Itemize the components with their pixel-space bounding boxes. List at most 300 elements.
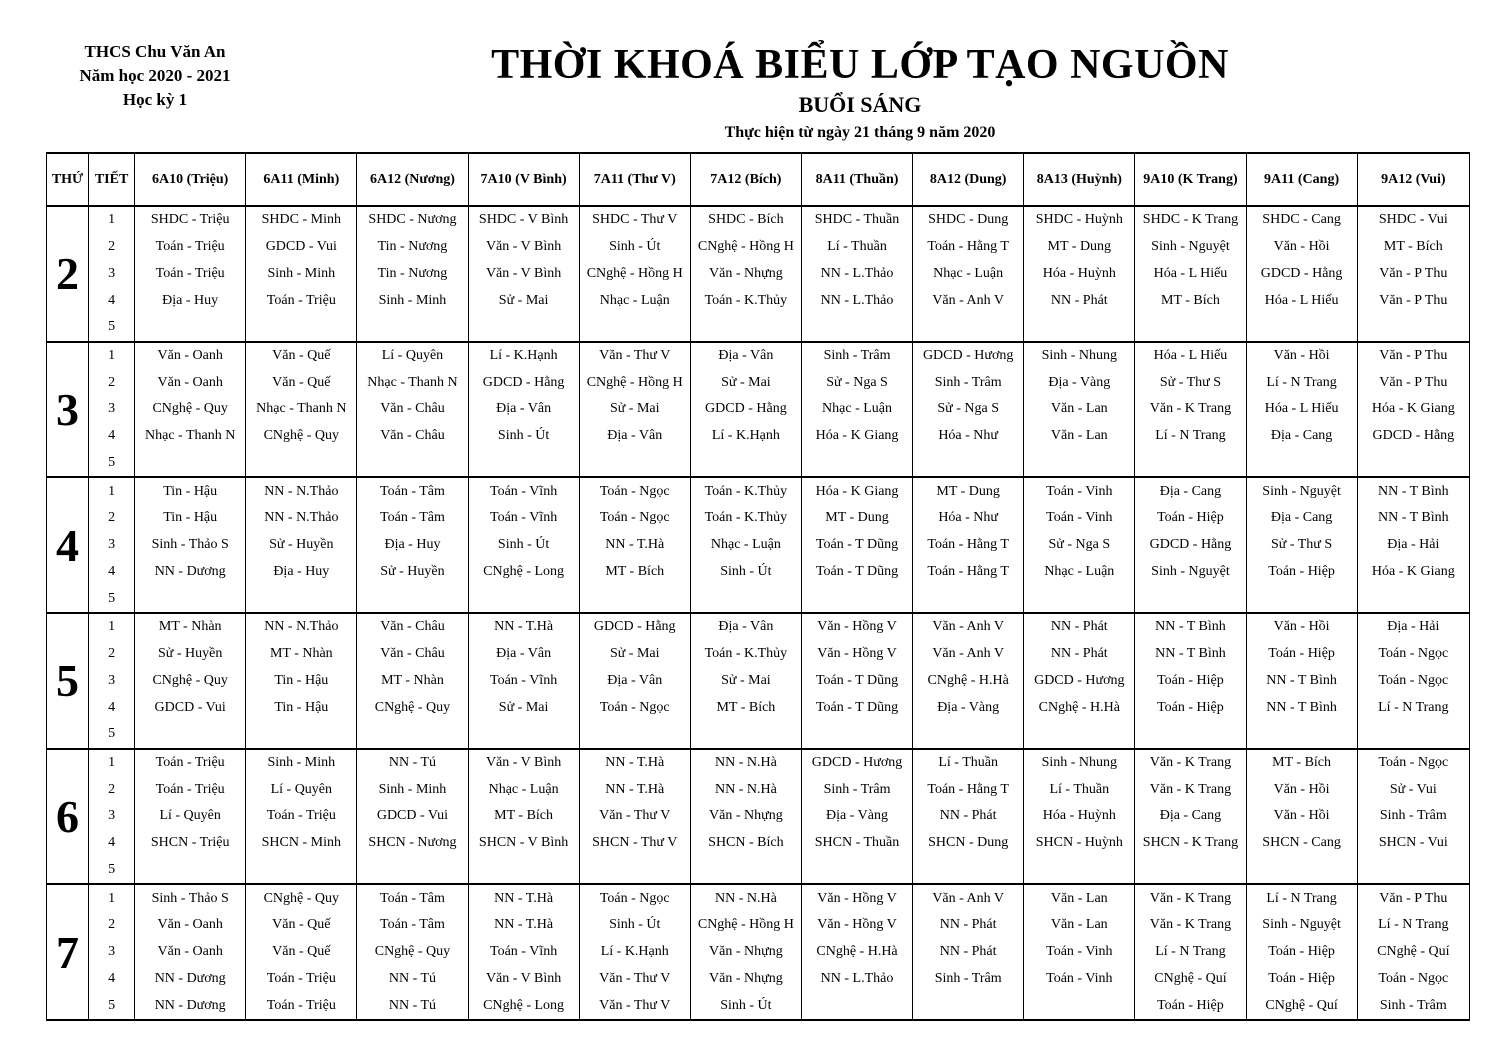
lesson-cell [801, 857, 912, 885]
period-cell: 5 [89, 857, 135, 885]
lesson-cell: Toán - Hằng T [913, 234, 1024, 261]
lesson-cell: NN - T Bình [1135, 613, 1246, 641]
lesson-cell: Sinh - Nguyệt [1246, 912, 1357, 939]
lesson-cell [357, 450, 468, 478]
lesson-cell: Văn - Lan [1024, 912, 1135, 939]
lesson-cell: Văn - Anh V [913, 287, 1024, 314]
lesson-cell: Sử - Huyền [135, 641, 246, 668]
lesson-cell [357, 314, 468, 342]
lesson-cell [1024, 992, 1135, 1020]
lesson-cell: Toán - Vĩnh [468, 939, 579, 966]
period-cell: 1 [89, 206, 135, 234]
lesson-cell: Địa - Vân [690, 342, 801, 370]
lesson-cell: Toán - Ngọc [1357, 749, 1469, 777]
lesson-cell: Văn - Lan [1024, 884, 1135, 912]
period-cell: 3 [89, 260, 135, 287]
lesson-cell: Toán - Hằng T [913, 532, 1024, 559]
period-cell: 2 [89, 776, 135, 803]
lesson-cell: Văn - Hồi [1246, 342, 1357, 370]
lesson-cell: Sinh - Nhung [1024, 342, 1135, 370]
lesson-cell: SHCN - Nương [357, 830, 468, 857]
lesson-cell: NN - T Bình [1246, 694, 1357, 721]
period-cell: 1 [89, 613, 135, 641]
lesson-cell: Sử - Vui [1357, 776, 1469, 803]
lesson-cell: CNghệ - Hồng H [579, 369, 690, 396]
lesson-cell: SHDC - Triệu [135, 206, 246, 234]
lesson-cell: Hóa - L Hiếu [1135, 342, 1246, 370]
lesson-cell: Văn - Thư V [579, 965, 690, 992]
lesson-cell: Nhạc - Thanh N [357, 369, 468, 396]
lesson-cell: MT - Bích [579, 559, 690, 586]
lesson-cell: Văn - Quế [246, 912, 357, 939]
lesson-cell: Toán - T Dũng [801, 694, 912, 721]
lesson-cell: Sử - Nga S [1024, 532, 1135, 559]
lesson-cell: Tin - Nương [357, 234, 468, 261]
lesson-cell [357, 585, 468, 613]
table-row [47, 505, 1470, 532]
lesson-cell: GDCD - Hằng [468, 369, 579, 396]
lesson-cell: Văn - Hồng V [801, 613, 912, 641]
lesson-cell: Văn - Hồi [1246, 234, 1357, 261]
lesson-cell: Sinh - Minh [246, 749, 357, 777]
table-row [47, 803, 1470, 830]
lesson-cell [1357, 450, 1469, 478]
period-cell: 1 [89, 884, 135, 912]
lesson-cell: Toán - K.Thủy [690, 477, 801, 505]
lesson-cell [1357, 721, 1469, 749]
lesson-cell: Địa - Huy [246, 559, 357, 586]
lesson-cell: CNghệ - Quy [246, 884, 357, 912]
lesson-cell: Tin - Hậu [135, 505, 246, 532]
lesson-cell: Văn - Thư V [579, 342, 690, 370]
table-row [47, 369, 1470, 396]
lesson-cell: GDCD - Vui [246, 234, 357, 261]
lesson-cell: Toán - Triệu [246, 965, 357, 992]
lesson-cell: NN - L.Thảo [801, 260, 912, 287]
table-row [47, 396, 1470, 423]
lesson-cell: Toán - Hằng T [913, 776, 1024, 803]
lesson-cell: Toán - Hiệp [1135, 505, 1246, 532]
lesson-cell: Hóa - Như [913, 423, 1024, 450]
lesson-cell: Hóa - Huỳnh [1024, 260, 1135, 287]
lesson-cell: Sinh - Thảo S [135, 532, 246, 559]
lesson-cell: SHDC - Nương [357, 206, 468, 234]
lesson-cell: Văn - Hồng V [801, 641, 912, 668]
lesson-cell: Văn - Nhựng [690, 965, 801, 992]
lesson-cell: Văn - Châu [357, 423, 468, 450]
lesson-cell: Văn - K Trang [1135, 912, 1246, 939]
lesson-cell: Văn - K Trang [1135, 884, 1246, 912]
lesson-cell: SHDC - Minh [246, 206, 357, 234]
day-cell: 3 [47, 342, 89, 478]
period-cell: 4 [89, 830, 135, 857]
col-header: 8A12 (Dung) [913, 153, 1024, 206]
lesson-cell: Toán - Triệu [135, 776, 246, 803]
period-cell: 3 [89, 803, 135, 830]
table-row [47, 559, 1470, 586]
period-cell: 5 [89, 314, 135, 342]
period-cell: 5 [89, 992, 135, 1020]
lesson-cell: SHDC - Thư V [579, 206, 690, 234]
lesson-cell [357, 857, 468, 885]
lesson-cell: Hóa - K Giang [1357, 559, 1469, 586]
lesson-cell: Lí - N Trang [1357, 912, 1469, 939]
lesson-cell: NN - T.Hà [579, 749, 690, 777]
lesson-cell [1246, 314, 1357, 342]
lesson-cell: Hóa - L Hiếu [1135, 260, 1246, 287]
lesson-cell [690, 721, 801, 749]
lesson-cell: NN - T.Hà [468, 884, 579, 912]
lesson-cell: Nhạc - Luận [690, 532, 801, 559]
period-cell: 4 [89, 965, 135, 992]
table-row [47, 939, 1470, 966]
lesson-cell: Địa - Hải [1357, 613, 1469, 641]
lesson-cell [1246, 857, 1357, 885]
lesson-cell: SHDC - Vui [1357, 206, 1469, 234]
lesson-cell [801, 585, 912, 613]
lesson-cell: SHDC - V Bình [468, 206, 579, 234]
lesson-cell [135, 721, 246, 749]
lesson-cell: Sử - Mai [690, 369, 801, 396]
lesson-cell: Sinh - Trâm [1357, 992, 1469, 1020]
table-row [47, 585, 1470, 613]
lesson-cell: NN - Tú [357, 749, 468, 777]
lesson-cell: Toán - Tâm [357, 505, 468, 532]
lesson-cell: Sinh - Út [579, 912, 690, 939]
table-row [47, 830, 1470, 857]
lesson-cell: Sinh - Minh [357, 776, 468, 803]
table-row [47, 450, 1470, 478]
lesson-cell: Địa - Vân [690, 613, 801, 641]
col-header: 9A12 (Vui) [1357, 153, 1469, 206]
period-cell: 1 [89, 749, 135, 777]
table-row [47, 613, 1470, 641]
lesson-cell: Địa - Huy [135, 287, 246, 314]
day-cell: 6 [47, 749, 89, 885]
lesson-cell: NN - Tú [357, 992, 468, 1020]
page-title: THỜI KHOÁ BIỂU LỚP TẠO NGUỒN [491, 42, 1229, 88]
lesson-cell: Lí - K.Hạnh [690, 423, 801, 450]
lesson-cell: Nhạc - Luận [1024, 559, 1135, 586]
lesson-cell: SHCN - Huỳnh [1024, 830, 1135, 857]
lesson-cell [690, 857, 801, 885]
lesson-cell: Hóa - L Hiếu [1246, 396, 1357, 423]
lesson-cell: Sử - Mai [579, 396, 690, 423]
lesson-cell: Sinh - Minh [357, 287, 468, 314]
day-cell: 5 [47, 613, 89, 749]
lesson-cell: Văn - P Thu [1357, 369, 1469, 396]
lesson-cell: Sinh - Trâm [801, 342, 912, 370]
lesson-cell: Lí - K.Hạnh [579, 939, 690, 966]
lesson-cell: SHCN - Triệu [135, 830, 246, 857]
lesson-cell [1135, 857, 1246, 885]
lesson-cell: CNghệ - Quy [357, 694, 468, 721]
lesson-cell: CNghệ - H.Hà [1024, 694, 1135, 721]
period-cell: 3 [89, 667, 135, 694]
lesson-cell [1246, 585, 1357, 613]
table-row [47, 912, 1470, 939]
lesson-cell: NN - N.Thảo [246, 477, 357, 505]
lesson-cell [579, 585, 690, 613]
lesson-cell: NN - T.Hà [468, 613, 579, 641]
lesson-cell: Sinh - Trâm [801, 776, 912, 803]
lesson-cell [135, 857, 246, 885]
lesson-cell: SHCN - V Bình [468, 830, 579, 857]
period-cell: 3 [89, 396, 135, 423]
day-cell: 2 [47, 206, 89, 342]
lesson-cell: Hóa - K Giang [1357, 396, 1469, 423]
lesson-cell: SHCN - Bích [690, 830, 801, 857]
col-header: 7A11 (Thư V) [579, 153, 690, 206]
lesson-cell: Địa - Vân [468, 396, 579, 423]
lesson-cell: CNghệ - Quí [1246, 992, 1357, 1020]
lesson-cell: Văn - Quế [246, 342, 357, 370]
table-row [47, 694, 1470, 721]
lesson-cell [579, 857, 690, 885]
lesson-cell [246, 721, 357, 749]
lesson-cell: Văn - P Thu [1357, 260, 1469, 287]
lesson-cell: Sử - Mai [468, 287, 579, 314]
lesson-cell: Hóa - Huỳnh [1024, 803, 1135, 830]
lesson-cell: Toán - Triệu [135, 234, 246, 261]
lesson-cell [468, 314, 579, 342]
lesson-cell [579, 450, 690, 478]
lesson-cell: Sinh - Trâm [913, 965, 1024, 992]
table-row [47, 965, 1470, 992]
lesson-cell: SHDC - Dung [913, 206, 1024, 234]
session-subtitle: BUỔI SÁNG [798, 92, 922, 117]
lesson-cell: Toán - Triệu [246, 992, 357, 1020]
lesson-cell: Sử - Mai [468, 694, 579, 721]
lesson-cell: NN - N.Thảo [246, 613, 357, 641]
lesson-cell: NN - Dương [135, 965, 246, 992]
lesson-cell: GDCD - Vui [135, 694, 246, 721]
period-cell: 4 [89, 694, 135, 721]
col-header: 9A10 (K Trang) [1135, 153, 1246, 206]
period-cell: 3 [89, 939, 135, 966]
lesson-cell: Lí - K.Hạnh [468, 342, 579, 370]
lesson-cell: NN - N.Hà [690, 749, 801, 777]
lesson-cell: MT - Bích [1357, 234, 1469, 261]
lesson-cell: Văn - Châu [357, 396, 468, 423]
lesson-cell [690, 585, 801, 613]
lesson-cell: Địa - Vàng [913, 694, 1024, 721]
table-row [47, 532, 1470, 559]
school-info [40, 40, 270, 112]
lesson-cell: CNghệ - Quy [135, 396, 246, 423]
lesson-cell [357, 721, 468, 749]
lesson-cell [1357, 585, 1469, 613]
lesson-cell: Toán - Hiệp [1135, 694, 1246, 721]
lesson-cell: Toán - K.Thủy [690, 505, 801, 532]
lesson-cell: Văn - V Bình [468, 749, 579, 777]
lesson-cell: Văn - Hồi [1246, 613, 1357, 641]
period-cell: 2 [89, 505, 135, 532]
lesson-cell: Lí - Thuần [913, 749, 1024, 777]
table-row [47, 641, 1470, 668]
lesson-cell: SHCN - Dung [913, 830, 1024, 857]
lesson-cell: SHCN - Thuần [801, 830, 912, 857]
lesson-cell: NN - Dương [135, 559, 246, 586]
col-header: 6A12 (Nương) [357, 153, 468, 206]
lesson-cell: Toán - Hằng T [913, 559, 1024, 586]
table-row [47, 260, 1470, 287]
lesson-cell: Văn - Châu [357, 641, 468, 668]
lesson-cell: Sinh - Út [468, 423, 579, 450]
col-header: 6A11 (Minh) [246, 153, 357, 206]
period-cell: 2 [89, 641, 135, 668]
lesson-cell: CNghệ - Hồng H [690, 912, 801, 939]
period-cell: 4 [89, 423, 135, 450]
lesson-cell: NN - N.Thảo [246, 505, 357, 532]
lesson-cell: Sử - Mai [579, 641, 690, 668]
lesson-cell: Lí - Quyên [246, 776, 357, 803]
lesson-cell: Sinh - Nguyệt [1135, 234, 1246, 261]
lesson-cell: NN - Phát [1024, 613, 1135, 641]
lesson-cell: Văn - P Thu [1357, 884, 1469, 912]
lesson-cell: NN - Phát [913, 803, 1024, 830]
lesson-cell: Tin - Hậu [135, 477, 246, 505]
period-cell: 2 [89, 369, 135, 396]
lesson-cell: Hóa - K Giang [801, 423, 912, 450]
lesson-cell [468, 450, 579, 478]
lesson-cell: GDCD - Hương [913, 342, 1024, 370]
day-cell: 4 [47, 477, 89, 613]
lesson-cell: MT - Bích [690, 694, 801, 721]
lesson-cell: Toán - Triệu [246, 803, 357, 830]
lesson-cell [913, 314, 1024, 342]
period-cell: 2 [89, 912, 135, 939]
lesson-cell: MT - Nhàn [135, 613, 246, 641]
table-row [47, 423, 1470, 450]
col-header: 8A13 (Huỳnh) [1024, 153, 1135, 206]
lesson-cell: Văn - Hồi [1246, 776, 1357, 803]
lesson-cell: Sử - Thư S [1246, 532, 1357, 559]
lesson-cell: Văn - Thư V [579, 992, 690, 1020]
lesson-cell: NN - T Bình [1357, 505, 1469, 532]
lesson-cell: Tin - Nương [357, 260, 468, 287]
lesson-cell: Toán - Ngọc [579, 505, 690, 532]
lesson-cell: Lí - N Trang [1246, 884, 1357, 912]
lesson-cell: Văn - Hồi [1246, 803, 1357, 830]
lesson-cell: NN - N.Hà [690, 884, 801, 912]
lesson-cell [913, 450, 1024, 478]
lesson-cell: Địa - Cang [1246, 505, 1357, 532]
day-cell: 7 [47, 884, 89, 1020]
lesson-cell: Toán - Hiệp [1246, 641, 1357, 668]
school-year: Năm học 2020 - 2021 [79, 66, 231, 85]
lesson-cell: GDCD - Hằng [1246, 260, 1357, 287]
lesson-cell: Toán - Hiệp [1246, 965, 1357, 992]
lesson-cell: Toán - Hiệp [1135, 992, 1246, 1020]
lesson-cell: Văn - Quế [246, 369, 357, 396]
lesson-cell [1135, 450, 1246, 478]
lesson-cell: NN - T Bình [1357, 477, 1469, 505]
lesson-cell: Văn - Nhựng [690, 939, 801, 966]
lesson-cell: Văn - Anh V [913, 884, 1024, 912]
lesson-cell: SHCN - Cang [1246, 830, 1357, 857]
lesson-cell [801, 314, 912, 342]
lesson-cell: NN - T.Hà [579, 776, 690, 803]
lesson-cell: NN - T Bình [1135, 641, 1246, 668]
lesson-cell: MT - Nhàn [246, 641, 357, 668]
lesson-cell: Nhạc - Luận [913, 260, 1024, 287]
lesson-cell: NN - Phát [1024, 641, 1135, 668]
col-header: THỨ [47, 153, 89, 206]
table-row [47, 667, 1470, 694]
lesson-cell: MT - Bích [1135, 287, 1246, 314]
lesson-cell [1135, 721, 1246, 749]
table-row [47, 992, 1470, 1020]
effective-date: Thực hiện từ ngày 21 tháng 9 năm 2020 [724, 124, 996, 141]
lesson-cell: Toán - Vĩnh [468, 667, 579, 694]
lesson-cell: CNghệ - Hồng H [579, 260, 690, 287]
lesson-cell: Toán - Vinh [1024, 477, 1135, 505]
lesson-cell: CNghệ - Quy [246, 423, 357, 450]
lesson-cell: CNghệ - Quí [1135, 965, 1246, 992]
lesson-cell: Toán - Tâm [357, 884, 468, 912]
lesson-cell: Địa - Cang [1246, 423, 1357, 450]
lesson-cell: Toán - Vinh [1024, 505, 1135, 532]
table-row [47, 477, 1470, 505]
lesson-cell [1246, 450, 1357, 478]
lesson-cell: Sinh - Minh [246, 260, 357, 287]
lesson-cell: SHDC - Thuần [801, 206, 912, 234]
lesson-cell: SHDC - K Trang [1135, 206, 1246, 234]
lesson-cell: CNghệ - Long [468, 559, 579, 586]
lesson-cell [246, 450, 357, 478]
lesson-cell: NN - L.Thảo [801, 965, 912, 992]
period-cell: 5 [89, 721, 135, 749]
lesson-cell: Sinh - Nguyệt [1135, 559, 1246, 586]
lesson-cell: Hóa - Như [913, 505, 1024, 532]
lesson-cell: Văn - Oanh [135, 369, 246, 396]
lesson-cell: Hóa - K Giang [801, 477, 912, 505]
period-cell: 3 [89, 532, 135, 559]
table-row [47, 749, 1470, 777]
lesson-cell: NN - Phát [913, 912, 1024, 939]
lesson-cell: CNghệ - Quy [135, 667, 246, 694]
lesson-cell [135, 585, 246, 613]
lesson-cell: Toán - Ngọc [579, 477, 690, 505]
lesson-cell: Sinh - Trâm [1357, 803, 1469, 830]
lesson-cell: Văn - Thư V [579, 803, 690, 830]
lesson-cell: Văn - K Trang [1135, 776, 1246, 803]
lesson-cell: NN - N.Hà [690, 776, 801, 803]
lesson-cell: NN - Phát [1024, 287, 1135, 314]
lesson-cell [1024, 450, 1135, 478]
lesson-cell: Toán - Hiệp [1246, 559, 1357, 586]
lesson-cell: Hóa - L Hiếu [1246, 287, 1357, 314]
lesson-cell: Văn - P Thu [1357, 287, 1469, 314]
lesson-cell [801, 450, 912, 478]
lesson-cell: Văn - Oanh [135, 939, 246, 966]
lesson-cell: SHCN - K Trang [1135, 830, 1246, 857]
lesson-cell: Văn - Quế [246, 939, 357, 966]
lesson-cell [135, 314, 246, 342]
lesson-cell: Văn - Nhựng [690, 803, 801, 830]
lesson-cell: Toán - Triệu [135, 749, 246, 777]
lesson-cell: CNghệ - Quy [357, 939, 468, 966]
lesson-cell: GDCD - Hằng [690, 396, 801, 423]
table-row [47, 776, 1470, 803]
lesson-cell [1357, 314, 1469, 342]
lesson-cell: Toán - Ngọc [579, 884, 690, 912]
lesson-cell [1024, 721, 1135, 749]
lesson-cell [468, 721, 579, 749]
period-cell: 4 [89, 559, 135, 586]
table-row [47, 287, 1470, 314]
